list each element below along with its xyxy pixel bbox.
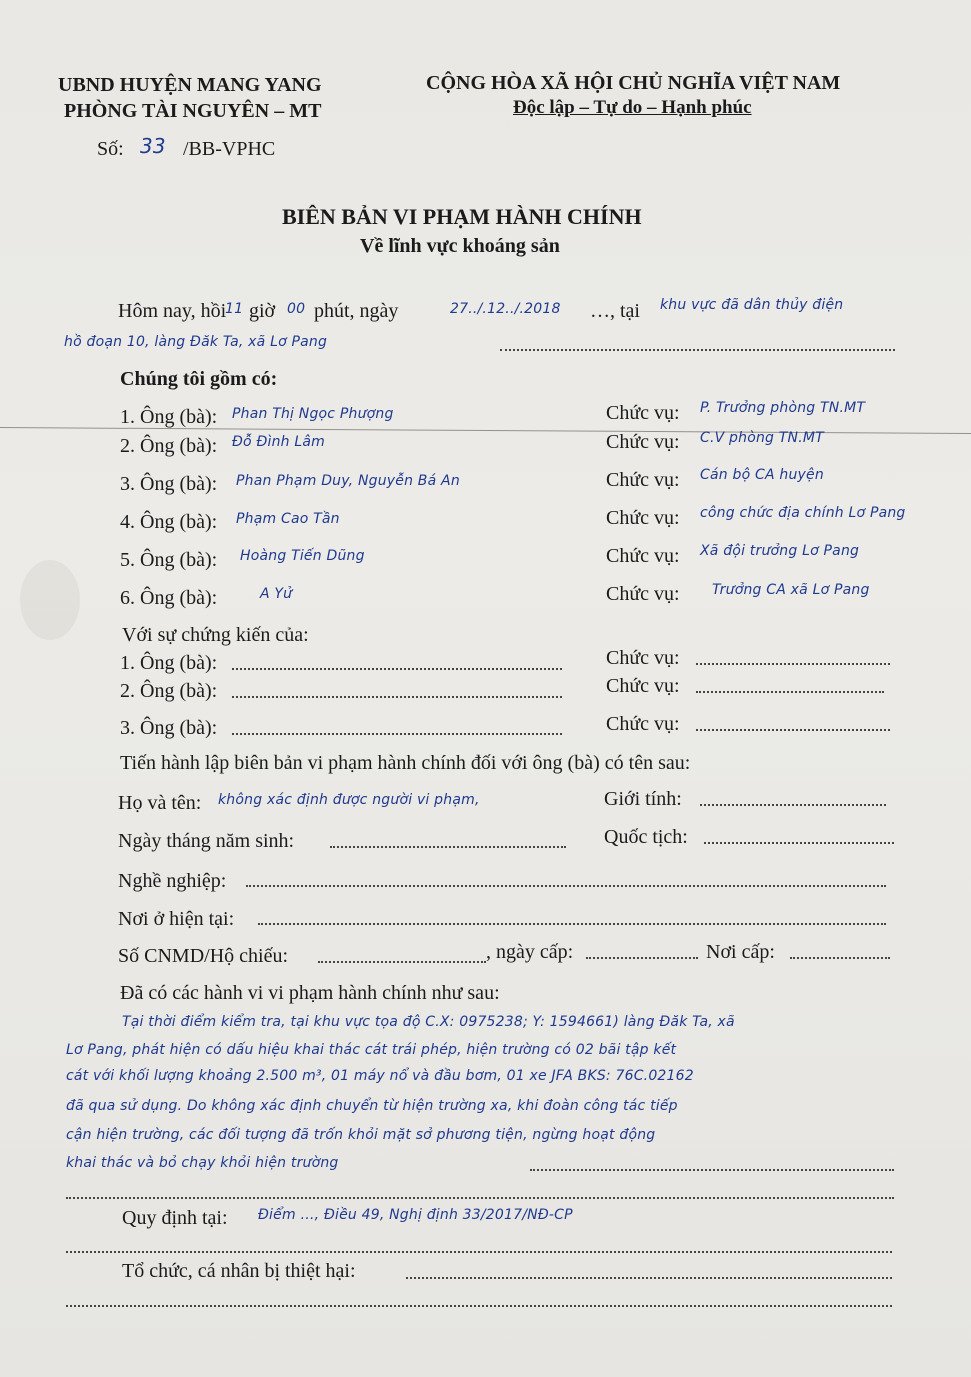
member-role: Cán bộ CA huyện (700, 467, 824, 483)
member-role-label: Chức vụ: (606, 431, 680, 453)
intro-text-4: …, tại (590, 300, 640, 322)
job-label: Nghề nghiệp: (118, 870, 227, 892)
dotted-line (790, 956, 890, 959)
gender-label: Giới tính: (604, 788, 682, 810)
nationality-label: Quốc tịch: (604, 826, 688, 848)
paper-stain (20, 560, 80, 640)
subject-name-label: Họ và tên: (118, 792, 202, 814)
member-label: 5. Ông (bà): (120, 549, 218, 571)
dotted-line (232, 732, 562, 735)
intro-text-2: giờ (249, 300, 276, 322)
regulation-value: Điểm …, Điều 49, Nghị định 33/2017/NĐ-CP (258, 1207, 573, 1223)
address-label: Nơi ở hiện tại: (118, 908, 235, 930)
national-motto: Độc lập – Tự do – Hạnh phúc (513, 97, 752, 118)
dotted-line (258, 922, 886, 925)
doc-number-label: Số: (97, 138, 124, 160)
violation-heading: Đã có các hành vi vi phạm hành chính như sau: (120, 982, 500, 1004)
violation-line: cận hiện trường, các đối tượng đã trốn khỏi mặt sở phương tiện, ngừng hoạt động (66, 1127, 656, 1143)
issue-place-label: Nơi cấp: (706, 941, 775, 963)
violation-line: khai thác và bỏ chạy khỏi hiện trường (66, 1155, 339, 1171)
member-role-label: Chức vụ: (606, 507, 680, 529)
agency-line2: PHÒNG TÀI NGUYÊN – MT (64, 100, 322, 122)
dotted-line (696, 728, 890, 731)
document-title: BIÊN BẢN VI PHẠM HÀNH CHÍNH (282, 204, 642, 229)
member-label: 2. Ông (bà): (120, 435, 218, 457)
dob-label: Ngày tháng năm sinh: (118, 830, 295, 852)
member-label: 4. Ông (bà): (120, 511, 218, 533)
member-label: 1. Ông (bà): (120, 406, 218, 428)
dotted-line (586, 956, 698, 959)
member-name: Đỗ Đình Lâm (232, 434, 326, 450)
dotted-line (700, 803, 886, 806)
dotted-line (246, 884, 886, 887)
dotted-line (232, 667, 562, 670)
document-subtitle: Về lĩnh vực khoáng sản (360, 235, 560, 257)
doc-number-suffix: /BB-VPHC (183, 138, 276, 160)
doc-number-value: 33 (140, 134, 166, 158)
intro-hour: 11 (225, 301, 244, 317)
member-name: Hoàng Tiến Dũng (240, 548, 365, 564)
member-role: Xã đội trưởng Lơ Pang (700, 543, 860, 559)
violation-line: cát với khối lượng khoảng 2.500 m³, 01 máy nổ và đầu bơm, 01 xe JFA BKS: 76C.02162 (66, 1068, 694, 1084)
dotted-line (66, 1304, 892, 1307)
member-name: Phan Thị Ngọc Phượng (232, 406, 394, 422)
witness-label: 2. Ông (bà): (120, 680, 218, 702)
intro-text-1: Hôm nay, hồi (118, 300, 227, 322)
dotted-line (406, 1276, 892, 1279)
violation-line: Tại thời điểm kiểm tra, tại khu vực tọa độ C.X: 0975238; Y: 1594661) làng Đăk Ta, xã (122, 1014, 735, 1030)
subject-name-value: không xác định được người vi phạm, (218, 792, 480, 808)
members-heading: Chúng tôi gồm có: (120, 368, 278, 390)
subject-intro: Tiến hành lập biên bản vi phạm hành chính đối với ông (bà) có tên sau: (120, 752, 691, 774)
damage-label: Tổ chức, cá nhân bị thiệt hại: (122, 1260, 356, 1282)
witness-role-label: Chức vụ: (606, 713, 680, 735)
member-role: Trưởng CA xã Lơ Pang (712, 582, 870, 598)
witness-label: 1. Ông (bà): (120, 652, 218, 674)
member-role: P. Trưởng phòng TN.MT (700, 400, 866, 416)
witness-label: 3. Ông (bà): (120, 717, 218, 739)
member-label: 6. Ông (bà): (120, 587, 218, 609)
member-name: Phạm Cao Tần (236, 511, 340, 527)
member-role: C.V phòng TN.MT (700, 430, 824, 446)
id-label: Số CNMD/Hộ chiếu: (118, 945, 288, 967)
intro-minute: 00 (287, 301, 306, 317)
dotted-line (530, 1168, 894, 1171)
member-label: 3. Ông (bà): (120, 473, 218, 495)
violation-line: Lơ Pang, phát hiện có dấu hiệu khai thác cát trái phép, hiện trường có 02 bãi tập kết (66, 1042, 677, 1058)
intro-text-3: phút, ngày (314, 300, 399, 322)
dotted-line (66, 1196, 894, 1199)
dotted-line (66, 1250, 892, 1253)
violation-line: đã qua sử dụng. Do không xác định chuyển từ hiện trường xa, khi đoàn công tác tiếp (66, 1098, 678, 1114)
witness-heading: Với sự chứng kiến của: (122, 624, 309, 646)
member-name: A Yử (260, 586, 293, 602)
witness-role-label: Chức vụ: (606, 675, 680, 697)
dotted-line (318, 960, 486, 963)
member-role-label: Chức vụ: (606, 583, 680, 605)
member-role: công chức địa chính Lơ Pang (700, 505, 906, 521)
member-role-label: Chức vụ: (606, 545, 680, 567)
intro-place-2: hồ đoạn 10, làng Đăk Ta, xã Lơ Pang (64, 334, 328, 350)
dotted-line (696, 662, 890, 665)
dotted-line (330, 845, 566, 848)
nation-title: CỘNG HÒA XÃ HỘI CHỦ NGHĨA VIỆT NAM (426, 72, 841, 94)
dotted-line (704, 841, 894, 844)
member-role-label: Chức vụ: (606, 402, 680, 424)
dotted-line (232, 695, 562, 698)
regulation-label: Quy định tại: (122, 1207, 228, 1229)
dotted-line (500, 348, 895, 351)
member-role-label: Chức vụ: (606, 469, 680, 491)
intro-date: 27../.12../.2018 (450, 301, 561, 317)
issue-date-label: , ngày cấp: (486, 941, 574, 963)
witness-role-label: Chức vụ: (606, 647, 680, 669)
intro-place-1: khu vực đã dân thủy điện (660, 297, 844, 313)
agency-line1: UBND HUYỆN MANG YANG (58, 74, 322, 96)
member-name: Phan Phạm Duy, Nguyễn Bá An (236, 473, 460, 489)
dotted-line (696, 690, 884, 693)
